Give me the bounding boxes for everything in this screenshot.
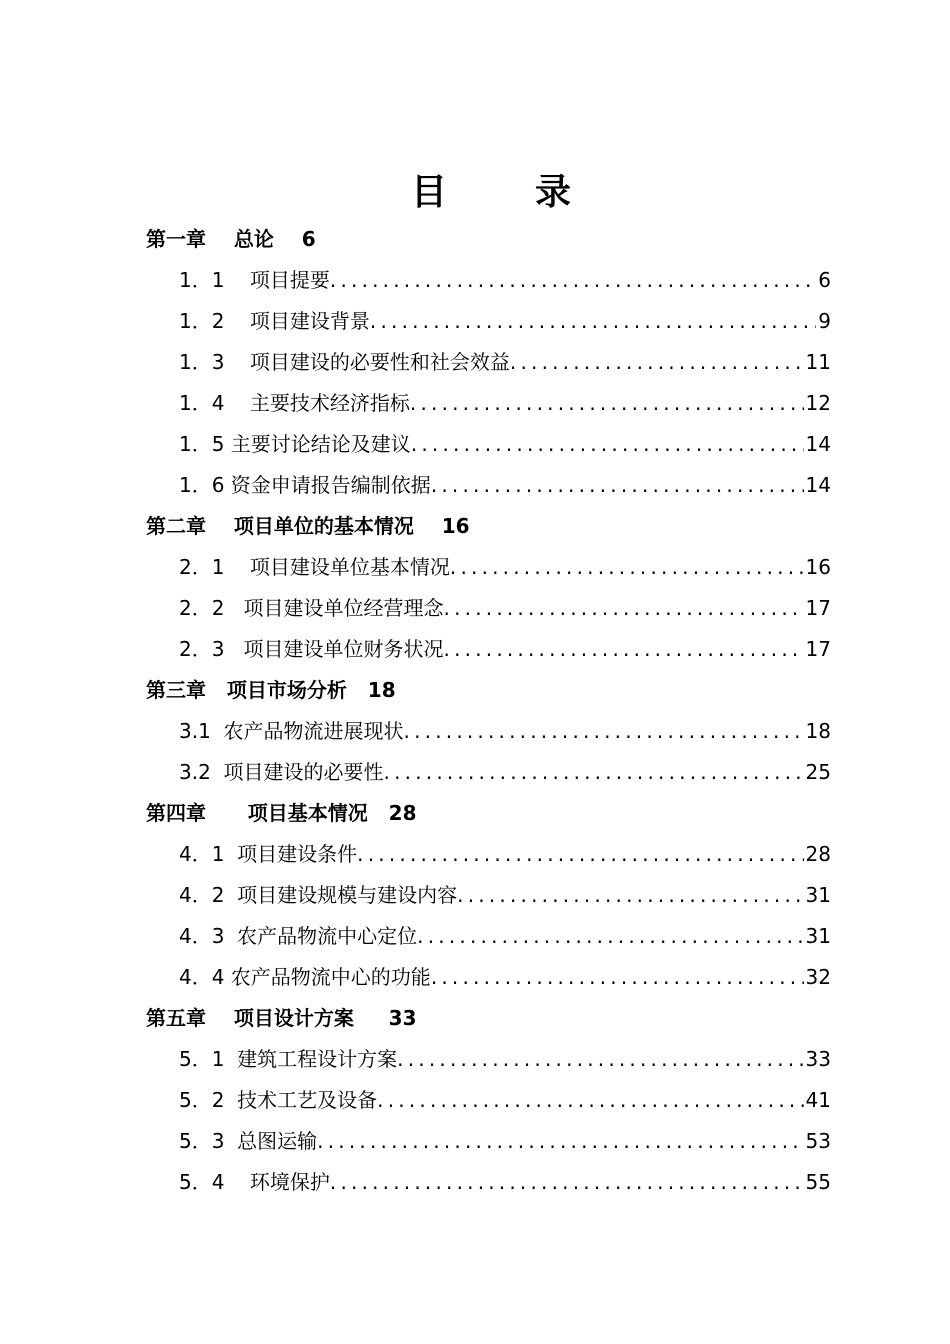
toc-chapter-label: 第三章 项目市场分析 18 (146, 678, 396, 702)
toc-chapter-row (0, 998, 950, 1039)
toc-chapter-label: 第五章 项目设计方案 33 (146, 1006, 417, 1030)
toc-page-number: 6 (818, 268, 831, 292)
toc-page-number: 41 (805, 1088, 831, 1112)
toc-section-row (0, 1039, 950, 1080)
toc-section-line (179, 711, 831, 752)
toc-section-line (179, 588, 831, 629)
toc-page-number: 14 (805, 432, 831, 456)
toc-section-row (0, 834, 950, 875)
toc-chapter-label: 第一章 总论 6 (146, 227, 316, 251)
toc-section-label: 4．1 项目建设条件 (179, 842, 358, 866)
toc-dot-leader (330, 260, 816, 301)
toc-section-line (179, 1162, 831, 1203)
toc-page-number: 28 (805, 842, 831, 866)
toc-section-row (0, 629, 950, 670)
toc-chapter-label: 第二章 项目单位的基本情况 16 (146, 514, 470, 538)
toc-dot-leader (404, 711, 804, 752)
toc-dot-leader (410, 383, 804, 424)
toc-page-number: 12 (805, 391, 831, 415)
toc-section-label: 3.1 农产品物流进展现状 (179, 719, 404, 743)
toc-dot-leader (317, 1121, 803, 1162)
toc-title-part1: 目 (410, 172, 447, 213)
toc-page-number: 55 (805, 1170, 831, 1194)
toc-section-label: 1．1 项目提要 (179, 268, 330, 292)
toc-dot-leader (431, 465, 804, 506)
toc-section-line (179, 752, 831, 793)
toc-section-label: 4．4 农产品物流中心的功能 (179, 965, 431, 989)
toc-section-row (0, 916, 950, 957)
toc-section-line (179, 629, 831, 670)
toc-section-label: 1．4 主要技术经济指标 (179, 391, 410, 415)
toc-dot-leader (370, 301, 816, 342)
toc-section-line (179, 547, 831, 588)
toc-dot-leader (431, 957, 804, 998)
toc-section-label: 1．2 项目建设背景 (179, 309, 370, 333)
toc-section-row (0, 424, 950, 465)
toc-section-line (179, 383, 831, 424)
toc-section-label: 1．6 资金申请报告编制依据 (179, 473, 431, 497)
toc-section-row (0, 547, 950, 588)
toc-section-label: 5．4 环境保护 (179, 1170, 330, 1194)
toc-section-row (0, 301, 950, 342)
toc-dot-leader (377, 1080, 803, 1121)
toc-section-label: 4．2 项目建设规模与建设内容 (179, 883, 458, 907)
toc-dot-leader (510, 342, 804, 383)
toc-title-part2: 录 (535, 172, 572, 213)
toc-section-line (179, 424, 831, 465)
toc-section-row (0, 957, 950, 998)
toc-page-number: 18 (805, 719, 831, 743)
toc-section-label: 5．2 技术工艺及设备 (179, 1088, 378, 1112)
toc-page-number: 25 (805, 760, 831, 784)
toc-page-number: 31 (805, 883, 831, 907)
toc-page-number: 32 (805, 965, 831, 989)
toc-section-label: 5．3 总图运输 (179, 1129, 318, 1153)
toc-section-label: 4．3 农产品物流中心定位 (179, 924, 418, 948)
toc-section-row (0, 342, 950, 383)
table-of-contents (0, 219, 950, 1203)
toc-section-row (0, 465, 950, 506)
toc-page-number: 33 (805, 1047, 831, 1071)
toc-section-line (179, 834, 831, 875)
toc-chapter-label: 第四章 项目基本情况 28 (146, 801, 417, 825)
toc-section-line (179, 1080, 831, 1121)
toc-section-line (179, 465, 831, 506)
toc-page-number: 17 (805, 596, 831, 620)
toc-chapter-row (0, 670, 950, 711)
toc-section-row (0, 1080, 950, 1121)
toc-section-label: 5．1 建筑工程设计方案 (179, 1047, 398, 1071)
toc-section-row (0, 711, 950, 752)
toc-section-label: 1．3 项目建设的必要性和社会效益 (179, 350, 510, 374)
toc-page-number: 17 (805, 637, 831, 661)
toc-dot-leader (444, 588, 804, 629)
toc-section-row (0, 1121, 950, 1162)
toc-section-row (0, 260, 950, 301)
toc-section-row (0, 588, 950, 629)
toc-page-number: 31 (805, 924, 831, 948)
toc-section-label: 1．5 主要讨论结论及建议 (179, 432, 411, 456)
toc-section-line (179, 260, 831, 301)
toc-section-line (179, 1039, 831, 1080)
toc-dot-leader (457, 875, 803, 916)
toc-dot-leader (330, 1162, 804, 1203)
toc-section-label: 2．2 项目建设单位经营理念 (179, 596, 444, 620)
toc-section-line (179, 342, 831, 383)
toc-dot-leader (357, 834, 803, 875)
toc-page-number: 9 (818, 309, 831, 333)
toc-dot-leader (384, 752, 804, 793)
toc-section-line (179, 916, 831, 957)
toc-page-number: 16 (805, 555, 831, 579)
toc-section-line (179, 1121, 831, 1162)
toc-chapter-row (0, 219, 950, 260)
toc-section-label: 2．1 项目建设单位基本情况 (179, 555, 450, 579)
toc-section-row (0, 875, 950, 916)
toc-section-row (0, 383, 950, 424)
toc-page-number: 11 (805, 350, 831, 374)
toc-dot-leader (411, 424, 804, 465)
toc-section-row (0, 1162, 950, 1203)
toc-dot-leader (417, 916, 803, 957)
toc-section-line (179, 301, 831, 342)
toc-page-number: 14 (805, 473, 831, 497)
toc-chapter-row (0, 793, 950, 834)
toc-section-line (179, 875, 831, 916)
toc-title (0, 164, 950, 215)
toc-section-line (179, 957, 831, 998)
toc-dot-leader (397, 1039, 803, 1080)
toc-dot-leader (450, 547, 804, 588)
toc-section-label: 3.2 项目建设的必要性 (179, 760, 384, 784)
toc-section-row (0, 752, 950, 793)
toc-chapter-row (0, 506, 950, 547)
toc-dot-leader (444, 629, 804, 670)
toc-page-number: 53 (805, 1129, 831, 1153)
toc-section-label: 2．3 项目建设单位财务状况 (179, 637, 444, 661)
